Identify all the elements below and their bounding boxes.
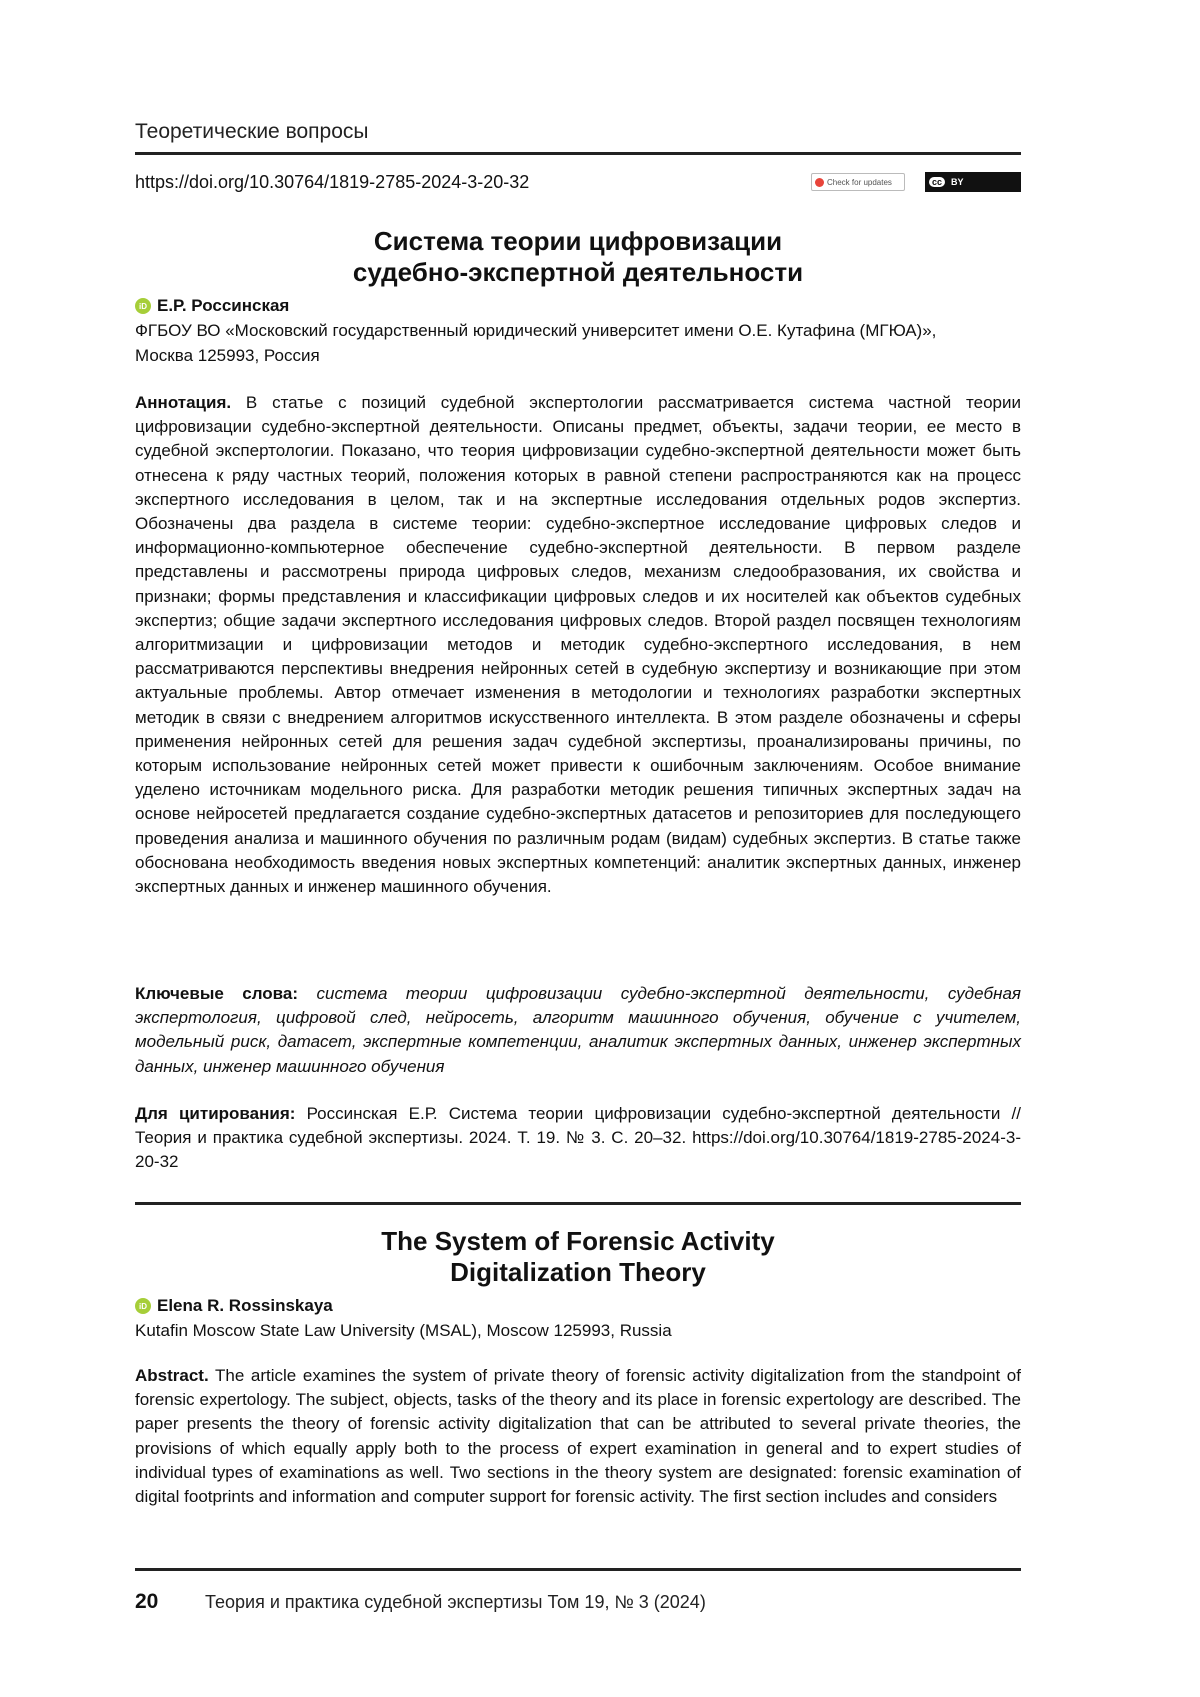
section-heading: Теоретические вопросы (135, 120, 369, 143)
page-number: 20 (135, 1590, 159, 1613)
citation-label: Для цитирования: (135, 1104, 296, 1123)
english-author-name: Elena R. Rossinskaya (157, 1296, 333, 1315)
header-rule (135, 152, 1021, 155)
russian-title (135, 226, 1021, 288)
footer-rule (135, 1568, 1021, 1571)
english-affiliation: Kutafin Moscow State Law University (MSAL), Moscow 125993, Russia (135, 1321, 672, 1340)
crossmark-label: Check for updates (827, 177, 892, 187)
section-divider (135, 1202, 1021, 1205)
english-title (135, 1226, 1021, 1288)
header-badges (811, 172, 1021, 192)
russian-author-name: Е.Р. Россинская (157, 296, 290, 315)
english-author (135, 1296, 333, 1316)
crossmark-badge[interactable] (811, 173, 905, 191)
russian-abstract-text: В статье с позиций судебной экспертологии рассматривается система частной теории цифровизации судебно-экспертной деятельности. Описаны предмет, объекты, задачи теории, ее место в судебной экспертологии. Показано, что теория цифровизации судебно-экспертной деятельности может быть отнесена к ряду частных теорий, положения которых в равной степени распространяются как на процесс экспертного исследования в целом, так и на экспертные исследования отдельных родов экспертиз. Обозначены два раздела в системе теории: судебно-экспертное исследование цифровых следов и информационно-компьютерное обеспечение судебно-экспертной деятельности. В первом разделе представлены и рассмотрены природа цифровых следов, механизм следообразования, их свойства и признаки; формы представления и классификации цифровых следов и их носителей как объектов судебных экспертиз; общие задачи экспертного исследования цифровых следов. Второй раздел посвящен технологиям алгоритмизации и цифровизации методов и методик судебно-экспертного исследования, в нем рассматриваются перспективы внедрения нейронных сетей в судебную экспертизу и возникающие при этом актуальные проблемы. Автор отмечает изменения в методологии и технологиях разработки экспертных методик в связи с внедрением алгоритмов искусственного интеллекта. В этом разделе обозначены и сферы применения нейронных сетей для решения задач судебной экспертизы, проанализированы причины, по которым использование нейронных сетей может привести к ошибочным заключениям. Особое внимание уделено источникам модельного риска. Для разработки методик решения типичных экспертных задач на основе нейросетей предлагается создание судебно-экспертных датасетов и репозиториев для последующего проведения анализа и машинного обучения по различным родам (видам) судебных экспертиз. В статье также обоснована необходимость введения новых экспертных компетенций: аналитик экспертных данных, инженер экспертных данных и инженер машинного обучения. (135, 393, 1021, 897)
english-title-line2: Digitalization Theory (450, 1257, 706, 1287)
english-abstract (135, 1364, 1021, 1509)
citation-text: Россинская Е.Р. Система теории цифровизации судебно-экспертной деятельности // Теория и практика судебной экспертизы. 2024. Т. 19. № 3. С. 20–32. (135, 1104, 1021, 1148)
russian-keywords-label: Ключевые слова: (135, 984, 299, 1003)
russian-title-line1: Система теории цифровизации (373, 226, 783, 256)
journal-footer: Теория и практика судебной экспертизы Том 19, № 3 (2024) (205, 1592, 706, 1612)
english-title-line1: The System of Forensic Activity (381, 1226, 775, 1256)
russian-author (135, 296, 289, 316)
russian-keywords (135, 982, 1021, 1079)
english-abstract-label: Abstract. (135, 1366, 209, 1385)
citation-block (135, 1102, 1021, 1175)
doi-link[interactable]: https://doi.org/10.30764/1819-2785-2024-3-20-32 (135, 172, 530, 192)
crossmark-icon (815, 178, 824, 187)
russian-keywords-text: система теории цифровизации судебно-экспертной деятельности, судебная экспертология, цифровой след, нейросеть, алгоритм машинного обучения, обучение с учителем, модельный риск, датасет, экспертные компетенции, аналитик экспертных данных, инженер экспертных данных, инженер машинного обучения (135, 984, 1021, 1076)
russian-abstract-label: Аннотация. (135, 393, 232, 412)
citation-doi[interactable]: https://doi.org/10.30764/1819-2785-2024-3-20-32 (135, 1128, 1021, 1172)
cc-by-license-badge[interactable] (925, 172, 1021, 192)
russian-affiliation (135, 318, 1021, 368)
orcid-icon[interactable]: iD (135, 1298, 151, 1314)
orcid-icon[interactable]: iD (135, 298, 151, 314)
english-abstract-text: The article examines the system of private theory of forensic activity digitalization from the standpoint of forensic expertology. The subject, objects, tasks of the theory and its place in forensic expertology are described. The paper presents the theory of forensic activity digitalization that can be attributed to several private theories, the provisions of which equally apply both to the process of expert examination in general and to expert studies of individual types of examinations as well. Two sections in the theory system are designated: forensic examination of digital footprints and information and computer support for forensic activity. The first section includes and considers (135, 1366, 1021, 1507)
cc-by-label: BY (951, 177, 964, 187)
russian-affiliation-line1: ФГБОУ ВО «Московский государственный юридический университет имени О.Е. Кутафина (МГЮА)», (135, 321, 937, 340)
russian-affiliation-line2: Москва 125993, Россия (135, 346, 320, 365)
creative-commons-icon: cc (929, 177, 945, 187)
russian-abstract (135, 391, 1021, 899)
russian-title-line2: судебно-экспертной деятельности (352, 257, 804, 287)
